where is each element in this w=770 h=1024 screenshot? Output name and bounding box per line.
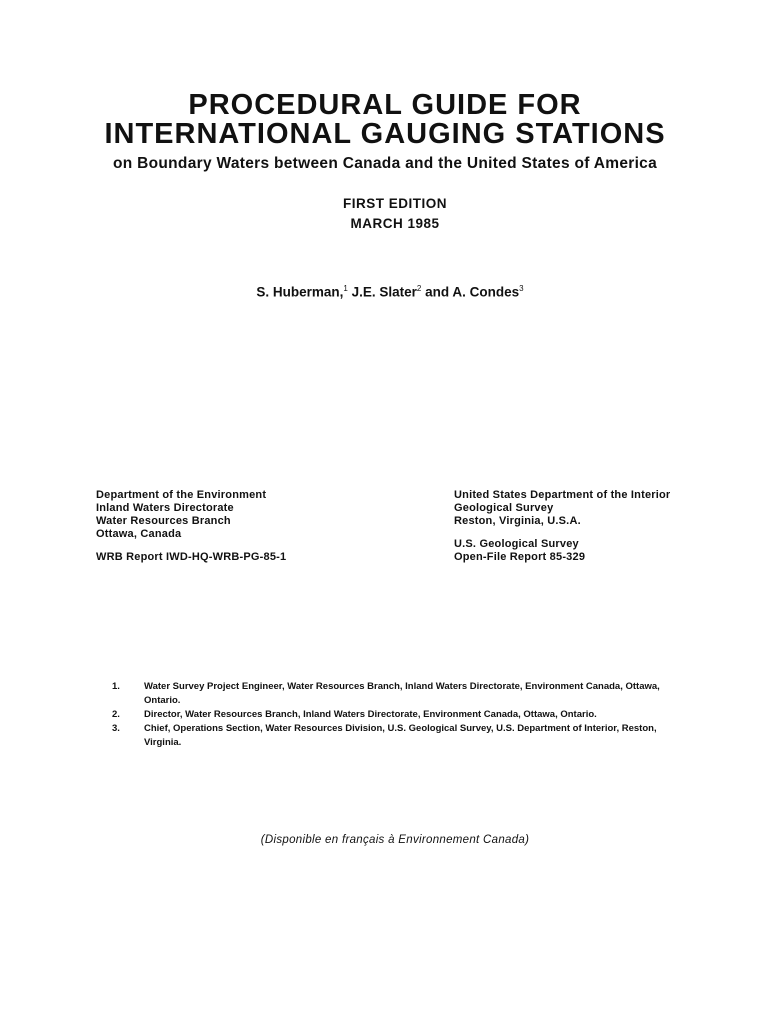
footnote-1 <box>112 680 692 708</box>
footnote-text: Water Survey Project Engineer, Water Resources Branch, Inland Waters Directorate, Environment Canada, Ottawa, Ontario. <box>144 681 660 706</box>
footnote-number: 2. <box>112 709 120 720</box>
footnote-text: Director, Water Resources Branch, Inland Waters Directorate, Environment Canada, Ottawa, Ontario. <box>144 709 597 720</box>
us-survey: Geological Survey <box>454 502 554 514</box>
edition-block <box>0 194 770 234</box>
footnote-text: Chief, Operations Section, Water Resources Division, U.S. Geological Survey, U.S. Department of Interior, Reston, Virginia. <box>144 723 657 748</box>
us-department: United States Department of the Interior <box>454 489 671 501</box>
us-location: Reston, Virginia, U.S.A. <box>454 515 581 527</box>
subtitle: on Boundary Waters between Canada and the United States of America <box>112 155 658 172</box>
footnote-number: 3. <box>112 723 120 734</box>
author-ref-1: 1 <box>343 284 348 293</box>
footnote-3 <box>112 722 692 750</box>
author-huberman: S. Huberman, <box>256 284 344 300</box>
edition-label: FIRST EDITION <box>343 196 447 211</box>
canada-department: Department of the Environment <box>96 489 267 501</box>
us-agency-block <box>454 489 754 564</box>
footnote-number: 1. <box>112 681 120 692</box>
edition-date: MARCH 1985 <box>350 216 440 231</box>
canada-location: Ottawa, Canada <box>96 528 182 540</box>
us-survey-name: U.S. Geological Survey <box>454 538 579 550</box>
footnote-2 <box>112 708 692 722</box>
us-report-number: Open-File Report 85-329 <box>454 551 586 563</box>
authors-and: and <box>425 284 450 300</box>
french-availability-note: (Disponible en français à Environnement Canada) <box>260 834 530 846</box>
title-line-1: PROCEDURAL GUIDE FOR <box>188 89 582 121</box>
title-line-2: INTERNATIONAL GAUGING STATIONS <box>104 118 666 150</box>
author-ref-2: 2 <box>416 284 422 293</box>
canada-agency-block <box>96 489 416 564</box>
author-slater: J.E. Slater <box>351 284 417 300</box>
authors-line <box>0 284 770 300</box>
author-ref-3: 3 <box>519 284 524 293</box>
canada-branch: Water Resources Branch <box>96 515 231 527</box>
footnotes <box>112 680 692 750</box>
canada-report-number: WRB Report IWD-HQ-WRB-PG-85-1 <box>96 551 287 563</box>
author-condes: A. Condes <box>452 284 520 300</box>
canada-directorate: Inland Waters Directorate <box>96 502 234 514</box>
